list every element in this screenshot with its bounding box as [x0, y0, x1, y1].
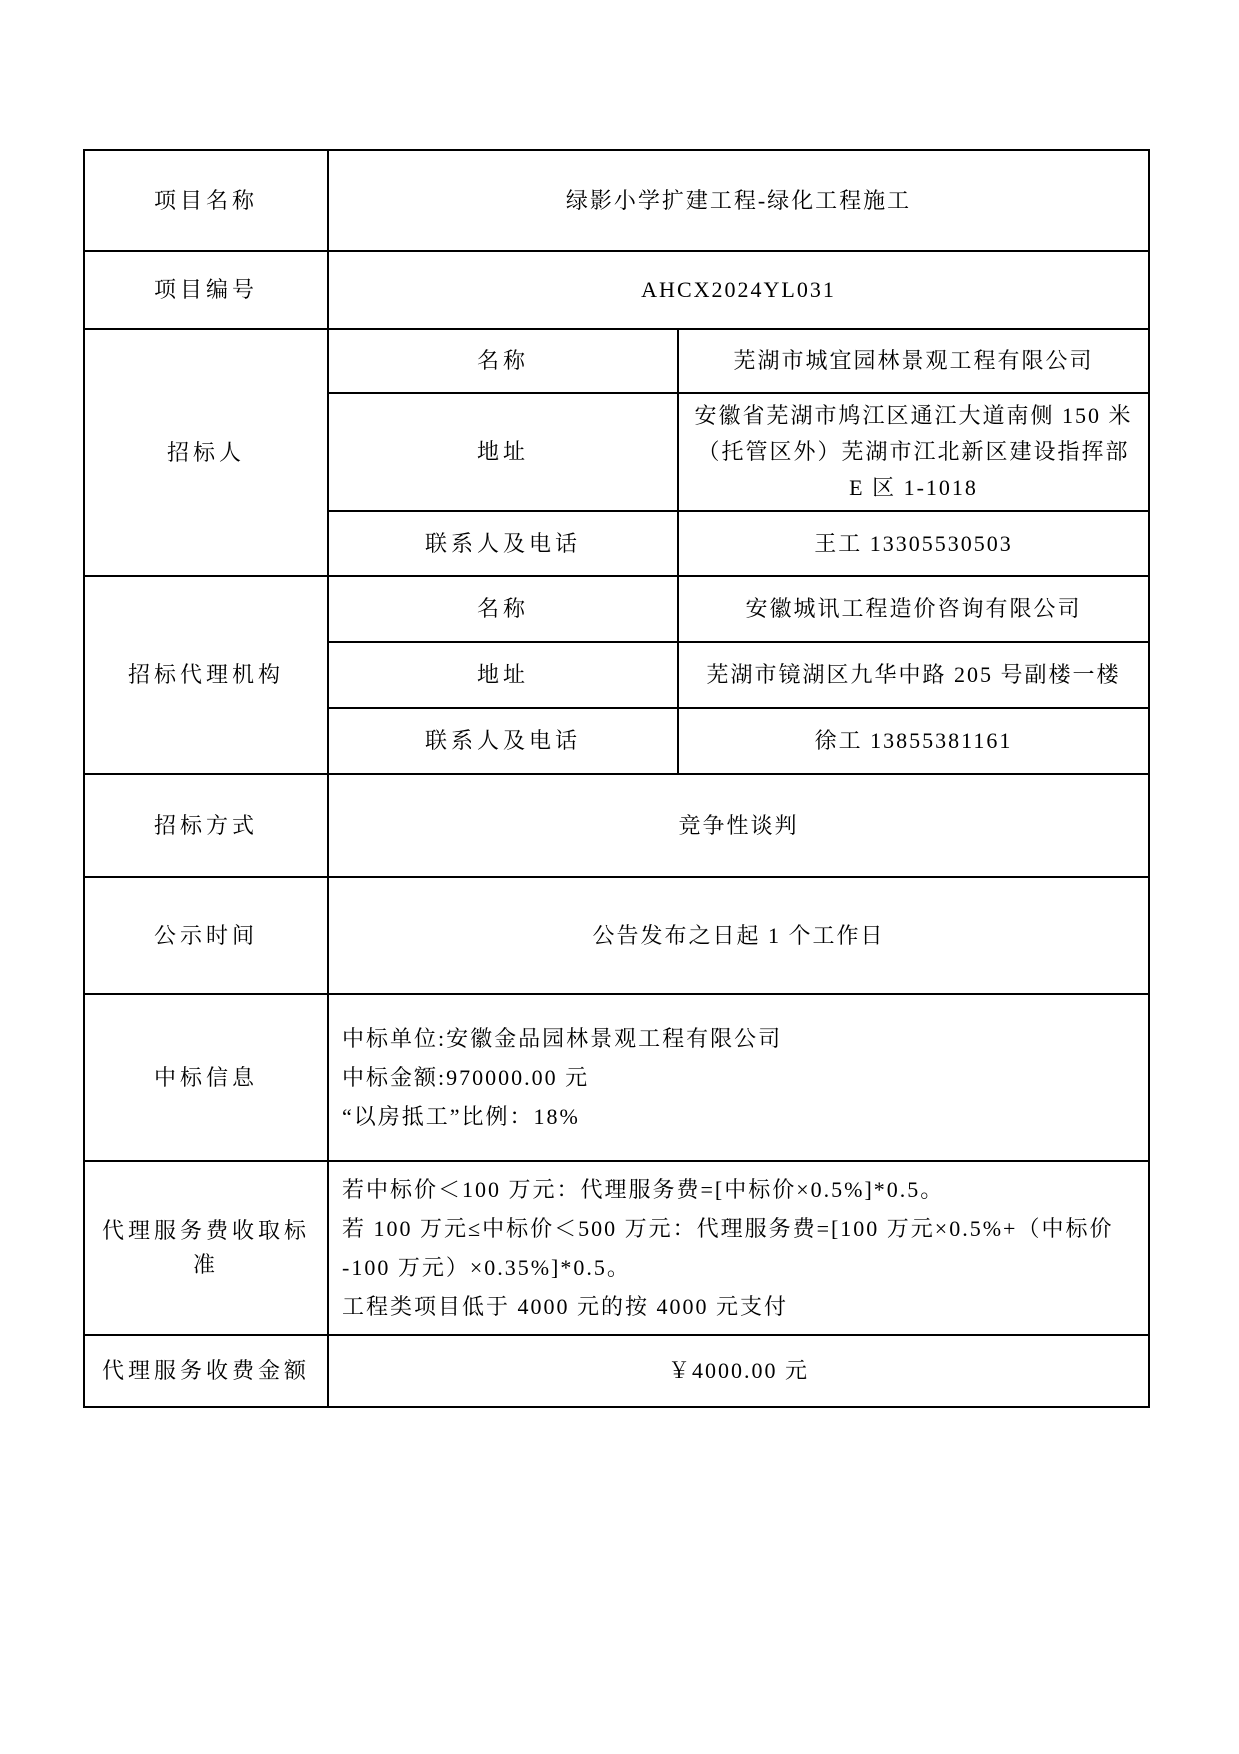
tender-method-value: 竞争性谈判 [328, 774, 1149, 877]
agency-address-label: 地址 [328, 642, 678, 708]
tenderer-address-line: （托管区外）芜湖市江北新区建设指挥部 [697, 439, 1130, 464]
tenderer-address-label: 地址 [328, 393, 678, 511]
project-number-value: AHCX2024YL031 [328, 251, 1149, 329]
tenderer-address-value [678, 393, 1149, 511]
tenderer-contact-label: 联系人及电话 [328, 511, 678, 576]
agency-fee-standard-label: 代理服务费收取标准 [84, 1161, 328, 1335]
agency-fee-standard-value [328, 1161, 1149, 1335]
publicity-time-value: 公告发布之日起 1 个工作日 [328, 877, 1149, 994]
row-agency-name [84, 576, 1149, 642]
agency-contact-value: 徐工 13855381161 [678, 708, 1149, 774]
row-project-name [84, 150, 1149, 251]
tenderer-name-label: 名称 [328, 329, 678, 393]
award-info-value [328, 994, 1149, 1161]
project-name-label: 项目名称 [84, 150, 328, 251]
row-tender-method [84, 774, 1149, 877]
agency-name-label: 名称 [328, 576, 678, 642]
row-agency-fee-standard [84, 1161, 1149, 1335]
publicity-time-label: 公示时间 [84, 877, 328, 994]
tenderer-address-line: 安徽省芜湖市鸠江区通江大道南侧 150 米 [694, 403, 1133, 428]
agency-address-value: 芜湖市镜湖区九华中路 205 号副楼一楼 [678, 642, 1149, 708]
fee-standard-line: 工程类项目低于 4000 元的按 4000 元支付 [342, 1294, 789, 1319]
project-name-value: 绿影小学扩建工程-绿化工程施工 [328, 150, 1149, 251]
award-ratio-line: “以房抵工”比例：18% [342, 1104, 580, 1129]
agency-contact-label: 联系人及电话 [328, 708, 678, 774]
row-project-number [84, 251, 1149, 329]
project-number-label: 项目编号 [84, 251, 328, 329]
fee-standard-line: 若中标价＜100 万元：代理服务费=[中标价×0.5%]*0.5。 [342, 1177, 945, 1202]
tenderer-label: 招标人 [84, 329, 328, 576]
tenderer-name-value: 芜湖市城宜园林景观工程有限公司 [678, 329, 1149, 393]
row-agency-fee-amount [84, 1335, 1149, 1407]
award-amount-line: 中标金额:970000.00 元 [342, 1065, 590, 1090]
agency-fee-amount-label: 代理服务收费金额 [84, 1335, 328, 1407]
award-winner-line: 中标单位:安徽金品园林景观工程有限公司 [342, 1026, 783, 1051]
fee-standard-line: 若 100 万元≤中标价＜500 万元：代理服务费=[100 万元×0.5%+（中标价 [342, 1216, 1114, 1241]
tenderer-contact-value: 王工 13305530503 [678, 511, 1149, 576]
row-award-info [84, 994, 1149, 1161]
row-tenderer-name [84, 329, 1149, 393]
tender-result-table [83, 149, 1150, 1408]
agency-label: 招标代理机构 [84, 576, 328, 774]
agency-fee-amount-value: ￥4000.00 元 [328, 1335, 1149, 1407]
fee-standard-line: -100 万元）×0.35%]*0.5。 [342, 1255, 631, 1280]
agency-name-value: 安徽城讯工程造价咨询有限公司 [678, 576, 1149, 642]
tender-method-label: 招标方式 [84, 774, 328, 877]
tenderer-address-line: E 区 1-1018 [849, 475, 978, 500]
row-publicity-time [84, 877, 1149, 994]
award-info-label: 中标信息 [84, 994, 328, 1161]
